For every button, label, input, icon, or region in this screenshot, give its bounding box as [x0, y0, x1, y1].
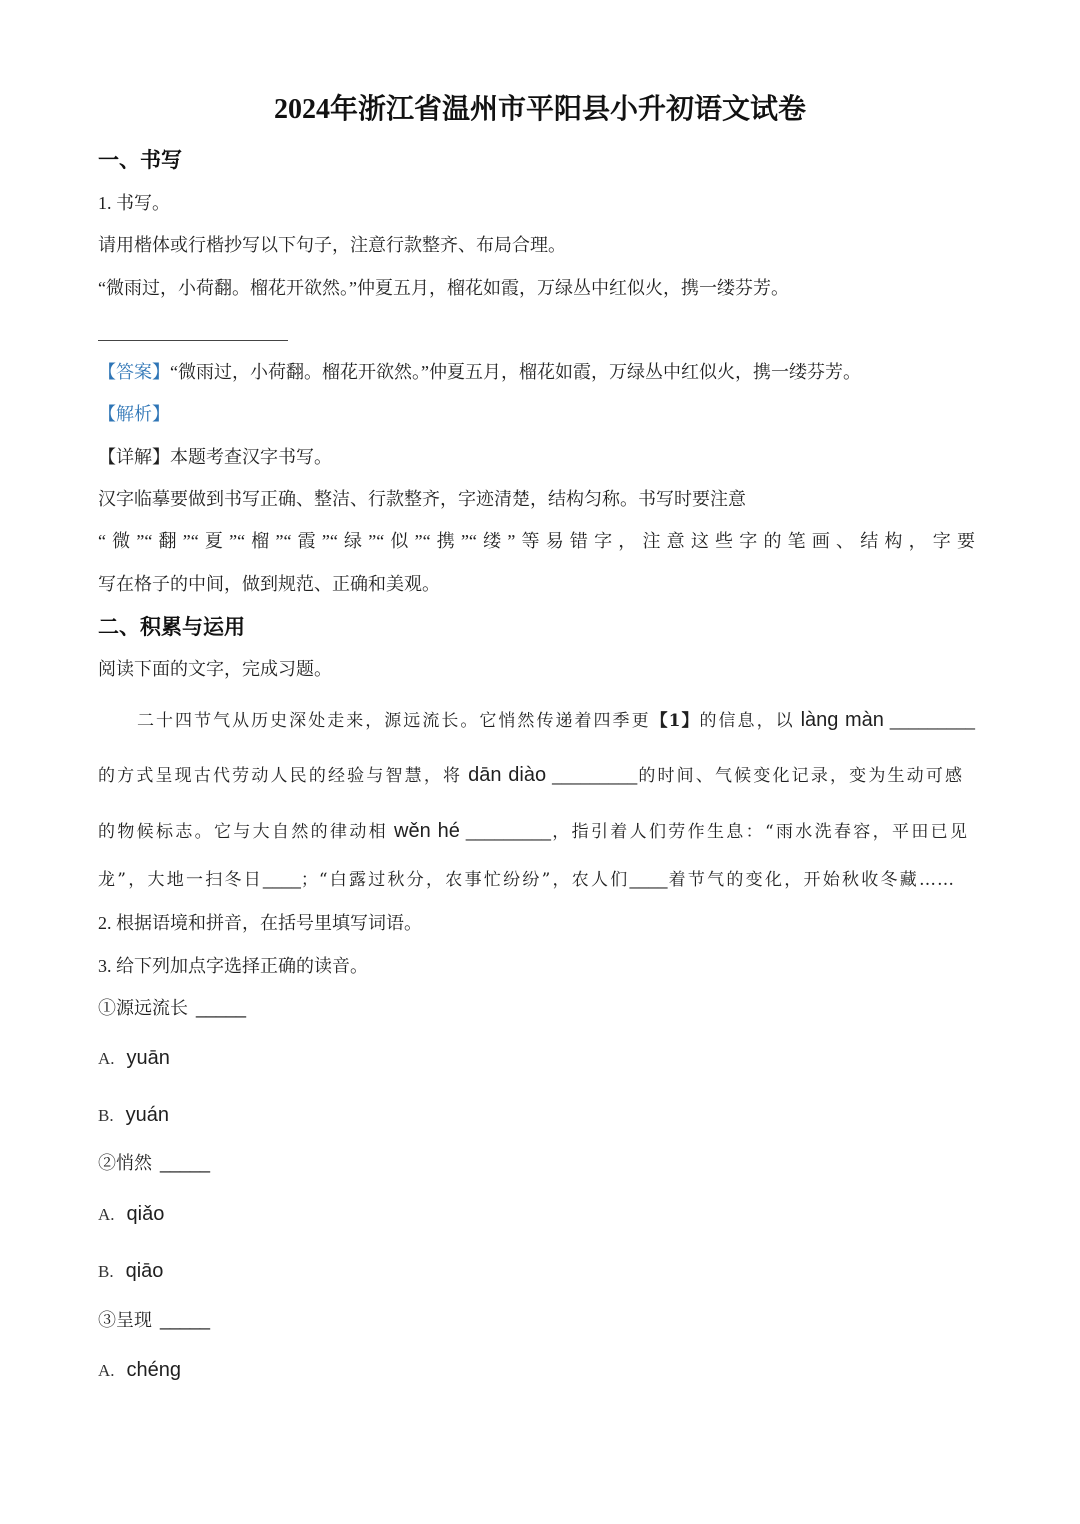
item-stem: ②悄然: [98, 1153, 152, 1173]
option-pinyin: qiǎo: [126, 1203, 165, 1225]
passage-line: [98, 865, 955, 895]
option-pinyin: yuán: [125, 1104, 169, 1126]
option-key: B.: [98, 1262, 114, 1281]
passage-text: ，指引着人们劳作生息：“雨水洗春容，平田已见: [550, 822, 968, 842]
item-stem: ①源远流长: [98, 998, 188, 1018]
option-a: [98, 1355, 181, 1385]
fill-blank: _________: [889, 711, 976, 730]
option-key: A.: [98, 1361, 115, 1380]
section-heading-accumulation: 二、积累与运用: [98, 615, 245, 639]
pinyin-hint: làng màn: [800, 709, 884, 731]
answer-blank: _____: [196, 998, 247, 1018]
option-key: A.: [98, 1049, 115, 1068]
option-key: A.: [98, 1205, 115, 1224]
option-b: [98, 1256, 163, 1286]
option-b: [98, 1100, 169, 1130]
passage-text: 的方式呈现古代劳动人民的经验与智慧，将: [98, 766, 463, 786]
passage-marker: 【1】: [650, 711, 700, 731]
option-a: [98, 1043, 170, 1073]
passage-line: [98, 816, 968, 846]
option-a: [98, 1199, 164, 1229]
question-2-label: 2. 根据语境和拼音，在括号里填写词语。: [98, 913, 422, 933]
answer-blank: _____: [160, 1153, 211, 1173]
fill-blank: _________: [465, 822, 551, 841]
question-1-label: 1. 书写。: [98, 193, 170, 213]
option-key: B.: [98, 1106, 114, 1125]
answer-tag: 【答案】: [98, 362, 170, 382]
pinyin-hint: dān diào: [468, 764, 547, 786]
reading-intro: 阅读下面的文字，完成习题。: [98, 659, 332, 679]
passage-text: ；“白露过秋分，农事忙纷纷”，农人们: [300, 870, 630, 890]
question-3-item: [98, 993, 246, 1023]
passage-text: 着节气的变化，开始秋收冬藏……: [667, 870, 955, 890]
analysis-tag: 【解析】: [98, 404, 170, 424]
passage-text: 二十四节气从历史深处走来，源远流长。它悄然传递着四季更: [137, 711, 651, 731]
question-3-label: 3. 给下列加点字选择正确的读音。: [98, 956, 368, 976]
answer-row: [98, 357, 861, 387]
passage-text: 龙”，大地一扫冬日: [98, 870, 263, 890]
answer-line: [98, 340, 288, 341]
section-heading-writing: 一、书写: [98, 148, 182, 172]
option-pinyin: qiāo: [125, 1260, 164, 1282]
pinyin-hint: wěn hé: [394, 820, 460, 842]
fill-blank: ____: [629, 870, 668, 889]
page-title: 2024年浙江省温州市平阳县小升初语文试卷: [273, 94, 806, 125]
item-stem: ③呈现: [98, 1310, 152, 1330]
passage-line: [98, 760, 963, 790]
analysis-detail-line: 汉字临摹要做到书写正确、整洁、行款整齐，字迹清楚，结构匀称。书写时要注意: [98, 489, 746, 509]
passage-text: 的信息，以: [699, 711, 795, 731]
analysis-detail-line: 写在格子的中间，做到规范、正确和美观。: [98, 574, 440, 594]
option-pinyin: chéng: [126, 1359, 182, 1381]
question-3-item: [98, 1148, 210, 1178]
passage-text: 的物候标志。它与大自然的律动相: [98, 822, 389, 842]
passage-line: [137, 705, 975, 735]
question-1-instruction: 请用楷体或行楷抄写以下句子，注意行款整齐、布局合理。: [98, 235, 566, 255]
option-pinyin: yuān: [126, 1047, 170, 1069]
fill-blank: _________: [552, 766, 638, 785]
question-3-item: [98, 1305, 210, 1335]
passage-text: 的时间、气候变化记录，变为生动可感: [637, 766, 963, 786]
answer-text: “微雨过，小荷翻。榴花开欲然。”仲夏五月，榴花如霞，万绿丛中红似火，携一缕芬芳。: [170, 362, 861, 382]
analysis-detail-line: 【详解】本题考查汉字书写。: [98, 447, 332, 467]
copy-text: “微雨过，小荷翻。榴花开欲然。”仲夏五月，榴花如霞，万绿丛中红似火，携一缕芬芳。: [98, 278, 789, 298]
analysis-detail-line: “微”“翻”“夏”“榴”“霞”“绿”“似”“携”“缕”等易错字，注意这些字的笔画、结构，字要: [98, 531, 975, 551]
answer-blank: _____: [160, 1310, 211, 1330]
fill-blank: ____: [263, 870, 301, 889]
